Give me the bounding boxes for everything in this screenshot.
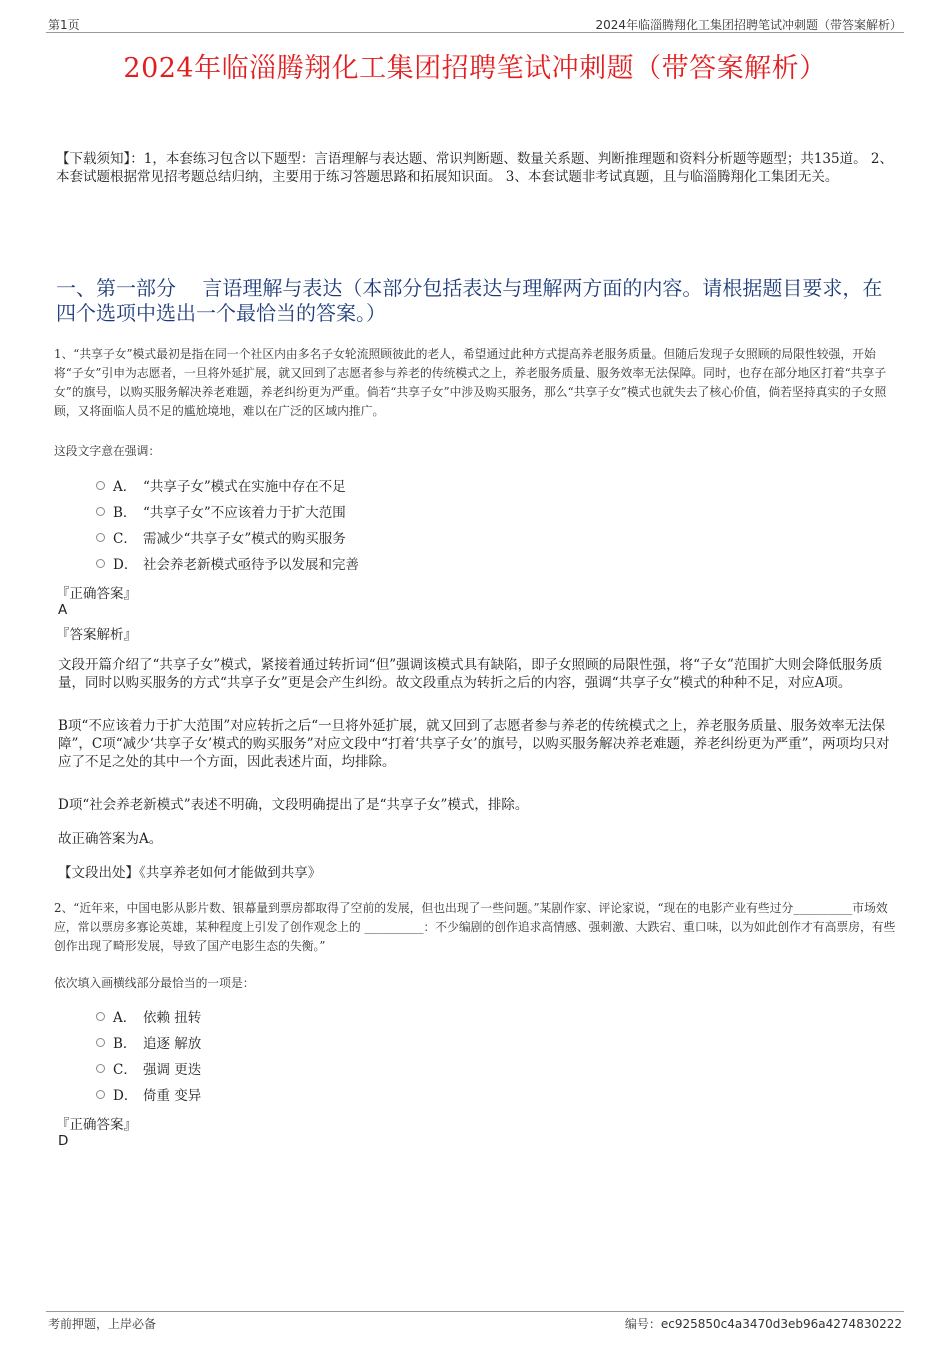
download-notice: 【下载须知】：1，本套练习包含以下题型：言语理解与表达题、常识判断题、数量关系题、判断推理题和资料分析题等题型；共135道。 2、本套试题根据常见招考题总结归纳，主要用于练习答题思路和拓展知识面。 3、本套试题非考试真题，且与临淄腾翔化工集团无关。 bbox=[56, 151, 893, 185]
answer-value: A bbox=[58, 602, 68, 618]
analysis-paragraph: 文段开篇介绍了“共享子女”模式，紧接着通过转折词“但”强调该模式具有缺陷，即子女照顾的局限性强，将“子女”范围扩大则会降低服务质量，同时以购买服务的方式“共享子女”更是会产生纠纷。故文段重点为转折之后的内容，强调“共享子女”模式的种种不足，对应A项。 bbox=[58, 657, 883, 691]
analysis-conclusion: 故正确答案为A。 bbox=[58, 831, 163, 847]
option-d[interactable]: D． 倚重 变异 bbox=[96, 1081, 201, 1107]
page-header bbox=[46, 14, 904, 33]
document-title: 2024年临淄腾翔化工集团招聘笔试冲刺题（带答案解析） bbox=[123, 53, 827, 84]
radio-icon[interactable] bbox=[96, 1038, 105, 1047]
option-b[interactable]: B． 追逐 解放 bbox=[96, 1029, 201, 1055]
option-a[interactable]: A． 依赖 扭转 bbox=[96, 1003, 201, 1029]
option-a[interactable]: A． “共享子女”模式在实施中存在不足 bbox=[96, 472, 359, 498]
question-2-options bbox=[96, 1003, 201, 1107]
radio-icon[interactable] bbox=[96, 1090, 105, 1099]
radio-icon[interactable] bbox=[96, 1012, 105, 1021]
question-2-stem: 依次填入画横线部分最恰当的一项是： bbox=[54, 976, 255, 990]
radio-icon[interactable] bbox=[96, 533, 105, 542]
question-1-text: 1、“共享子女”模式最初是指在同一个社区内由多名子女轮流照顾彼此的老人，希望通过此种方式提高养老服务质量。但随后发现子女照顾的局限性较强，开始将“子女”引申为志愿者，一旦将外延扩展，就又回到了志愿者参与养老的传统模式之上，养老服务质量、服务效率无法保障。同时，也存在部分地区打着“共享子女”的旗号，以购买服务解决养老难题，养老纠纷更为严重。倘若“共享子女”中涉及购买服务，那么“共享子女”模式也就失去了核心价值，倘若坚持真实的子女照顾，又将面临人员不足的尴尬境地，难以在广泛的区域内推广。 bbox=[54, 347, 887, 418]
option-b[interactable]: B． “共享子女”不应该着力于扩大范围 bbox=[96, 498, 359, 524]
answer-label: 『正确答案』 bbox=[56, 1117, 137, 1133]
question-1-stem: 这段文字意在强调： bbox=[54, 444, 161, 458]
radio-icon[interactable] bbox=[96, 507, 105, 516]
question-2-text: 2、“近年来，中国电影从影片数、银幕量到票房都取得了空前的发展，但也出现了一些问题。”某剧作家、评论家说，“现在的电影产业有些过分__________市场效应，常以票房多寡论英雄，某种程度上引发了创作观念上的 __________：不少编剧的创作追求高情感、强刺激、大跌宕、重口味，以为如此创作才有高票房，有些创作出现了畸形发展，导致了国产电影生态的失衡。” bbox=[54, 901, 896, 953]
fill-blank: __________ bbox=[364, 920, 424, 934]
source-note: 【文段出处】《共享养老如何才能做到共享》 bbox=[58, 865, 322, 881]
answer-value: D bbox=[58, 1133, 69, 1149]
radio-icon[interactable] bbox=[96, 559, 105, 568]
option-d[interactable]: D． 社会养老新模式亟待予以发展和完善 bbox=[96, 550, 359, 576]
page-footer bbox=[46, 1311, 904, 1332]
header-doc-title: 2024年临淄腾翔化工集团招聘笔试冲刺题（带答案解析） bbox=[595, 18, 902, 32]
footer-slogan: 考前押题，上岸必备 bbox=[48, 1317, 157, 1331]
question-1-options bbox=[96, 472, 359, 576]
analysis-label: 『答案解析』 bbox=[56, 627, 137, 643]
option-c[interactable]: C． 需减少“共享子女”模式的购买服务 bbox=[96, 524, 359, 550]
page-number: 第1页 bbox=[48, 18, 80, 32]
radio-icon[interactable] bbox=[96, 481, 105, 490]
analysis-paragraph: B项“不应该着力于扩大范围”对应转折之后“一旦将外延扩展，就又回到了志愿者参与养老的传统模式之上，养老服务质量、服务效率无法保障”，C项“减少‘共享子女’模式的购买服务”对应文段中“打着‘共享子女’的旗号，以购买服务解决养老难题，养老纠纷更为严重”，两项均只对应了不足之处的其中一个方面，因此表述片面，均排除。 bbox=[58, 718, 890, 770]
answer-label: 『正确答案』 bbox=[56, 586, 137, 602]
fill-blank: __________ bbox=[793, 901, 853, 915]
section-title: 一、第一部分 言语理解与表达（本部分包括表达与理解两方面的内容。请根据题目要求，在四个选项中选出一个最恰当的答案。） bbox=[56, 276, 883, 325]
analysis-paragraph: D项“社会养老新模式”表述不明确，文段明确提出了是“共享子女”模式，排除。 bbox=[58, 797, 529, 813]
radio-icon[interactable] bbox=[96, 1064, 105, 1073]
option-c[interactable]: C． 强调 更迭 bbox=[96, 1055, 201, 1081]
document-id: 编号：ec925850c4a3470d3eb96a4274830222 bbox=[624, 1317, 902, 1331]
